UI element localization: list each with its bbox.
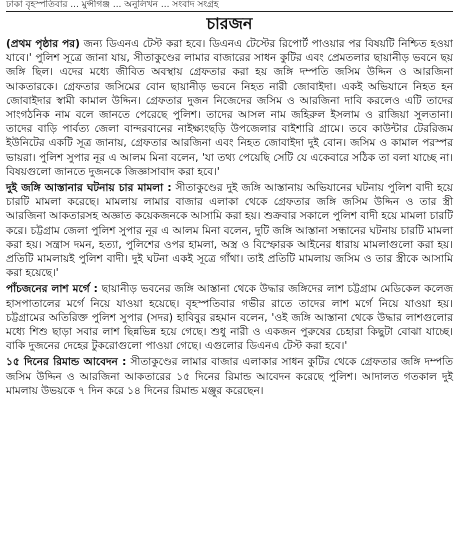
paragraph-2-text: সীতাকুণ্ডের দুই জঙ্গি আস্তানায় অভিযানের ঘটনায় পুলিশ বাদী হয়ে চারটি মামলা করেছে। মামলায় লামার বাজার এলাকা থেকে গ্রেফতার জঙ্গি জসিম উদ্দিন ও তার স্ত্রী আরজিনা আকতারসহ অজ্ঞাত কয়েকজনকে আসামি করা হয়। শুক্রবার সকালে পুলিশ বাদী হয়ে মামলা চারটি করে। চট্টগ্রাম জেলা পুলিশ সুপার নূর এ আলম মিনা বলেন, দুটি জঙ্গি আস্তানা সন্ধানের ঘটনায় চারটি মামলা করা হয়। সন্ত্রাস দমন, হত্যা, পুলিশের ওপর হামলা, অস্ত্র ও বিস্ফোরক আইনের ধারায় মামলাগুলো করা হয়। প্রতিটি মামলায়ই পুলিশ বাদী। দুই ঘটনা একই সূত্রে গাঁথা। তাই প্রতিটি মামলায় জসিম ও তার স্ত্রীকে আসামি করা হয়েছে।': [6, 182, 453, 280]
paragraph-3-text: ছায়ানীড় ভবনের জঙ্গি আস্তানা থেকে উদ্ধার জঙ্গিদের লাশ চট্টগ্রাম মেডিকেল কলেজ হাসপাতালের মর্গে নিয়ে যাওয়া হয়েছে। বৃহস্পতিবার গভীর রাতে তাদের লাশ মর্গে নিয়ে যাওয়া হয়। চট্টগ্রামের অতিরিক্ত পুলিশ সুপার (সদর) হাবিবুর রহমান বলেন, 'ওই জঙ্গি আস্তানা থেকে উদ্ধার লাশগুলোর মধ্যে শিশু ছাড়া সবার লাশ ছিন্নভিন্ন হয়ে গেছে। শুধু নারী ও একজন পুরুষের চেহারা কিছুটা বোঝা যাচ্ছে। বাকি দুজনের দেহের টুকরোগুলো পাওয়া গেছে। এগুলোর ডিএনএ টেস্ট করা হবে।': [6, 283, 453, 353]
paragraph-2: [6, 181, 453, 280]
paragraph-1-text: জন্য ডিএনএ টেস্ট করা হবে। ডিএনএ টেস্টের রিপোর্ট পাওয়ার পর বিষয়টি নিশ্চিত হওয়া যাবে।' পুলিশ সূত্রে জানা যায়, সীতাকুণ্ডের লামার বাজারের সাধন কুটির এবং প্রেমতলার ছায়ানীড় ভবনে ছয় জঙ্গি ছিল। এদের মধ্যে জীবিত অবস্থায় গ্রেফতার করা হয় জঙ্গি দম্পতি জসিম উদ্দিন ও আরজিনা আকতারকে। গ্রেফতার জসিমের বোন ছায়ানীড় ভবনে নিহত নারী জোবাইদা। একই অভিযানে নিহত হন জোবাইদার স্বামী কামাল উদ্দিন। গ্রেফতার দুজন নিজেদের জসিম ও আরজিনা দাবি করলেও এটি তাদের সাংগঠনিক নাম বলে জানতে পেরেছে পুলিশ। তাদের আসল নাম জহিরুল ইসলাম ও রাজিয়া সুলতানা। তাদের বাড়ি পার্বত্য জেলা বান্দরবানের নাইক্ষ্যংছড়ি উপজেলার বাইশারি গ্রামে। তবে কাউন্টার টেররিজম ইউনিটের একটি সূত্র জানায়, গ্রেফতার আরজিনা এবং নিহত জোবাইদা দুই বোন। জসিম ও কামাল পরস্পর ভায়রা। পুলিশ সুপার নূর এ আলম মিনা বলেন, 'যা তথ্য পেয়েছি সেটি যে একেবারে সঠিক তা বলা যাচ্ছে না। বিষয়গুলো জানতে দুজনকে জিজ্ঞাসাবাদ করা হবে।': [6, 38, 453, 178]
paragraph-4: [6, 355, 453, 398]
subheading-four-cases: দুই জঙ্গি আস্তানার ঘটনায় চার মামলা :: [6, 182, 172, 195]
subheading-remand: ১৫ দিনের রিমান্ড আবেদন :: [6, 356, 127, 369]
paragraph-1: [6, 37, 453, 179]
subheading-bodies-morgue: পাঁচজনের লাশ মর্গে :: [6, 283, 98, 296]
paragraph-4-text: সীতাকুণ্ডের লামার বাজার এলাকার সাধন কুটির থেকে গ্রেফতার জঙ্গি দম্পতি জসিম উদ্দিন ও আরজিনা আকতারের ১৫ দিনের রিমান্ড আবেদন করেছে পুলিশ। আদালত গতকাল দুই মামলায় উভয়কে ৭ দিন করে ১৪ দিনের রিমান্ড মঞ্জুর করেছেন।: [6, 356, 453, 397]
clipped-top-text: ঢাকা বৃহস্পতিবার ... মুন্সীগঞ্জ ... অনুলিখন ... সংবাদ সংগ্রহ: [6, 0, 219, 10]
paragraph-3: [6, 282, 453, 353]
divider: [6, 11, 453, 12]
article-headline: চারজন: [206, 14, 253, 33]
continuation-tag: (প্রথম পৃষ্ঠার পর): [6, 38, 80, 50]
